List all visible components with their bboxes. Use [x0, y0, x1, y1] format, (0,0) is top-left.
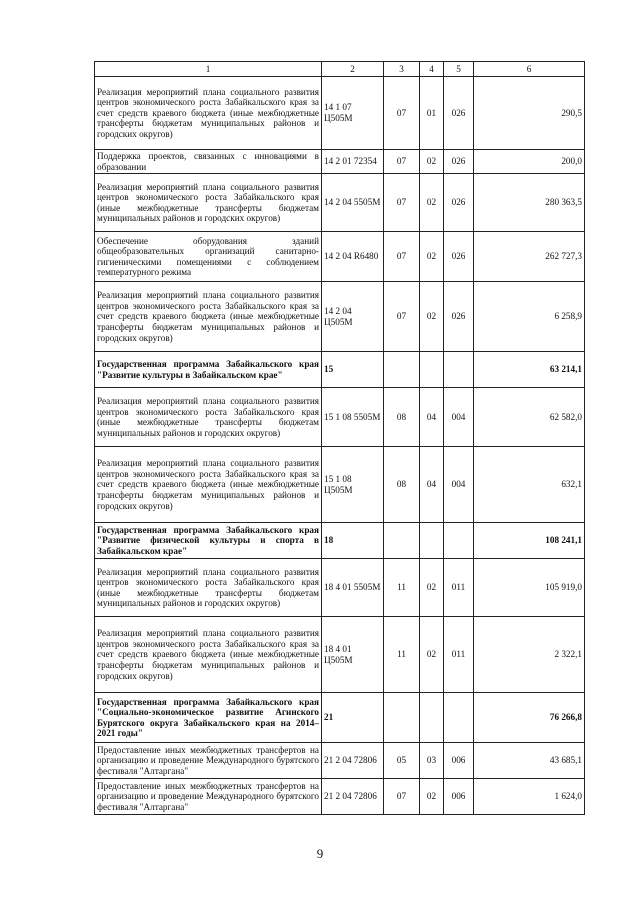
- row-code: 21: [322, 693, 384, 743]
- row-code: 18 4 01 5505М: [322, 559, 384, 617]
- table-row: [95, 352, 585, 388]
- row-subsection: 02: [420, 779, 444, 815]
- row-subsection: 02: [420, 617, 444, 693]
- row-subsection: [420, 523, 444, 559]
- row-type: 026: [444, 232, 474, 282]
- row-type: [444, 693, 474, 743]
- row-subsection: 04: [420, 447, 444, 523]
- row-code: 14 2 04 R6480: [322, 232, 384, 282]
- table-row: [95, 388, 585, 447]
- row-code: 21 2 04 72806: [322, 743, 384, 779]
- table-row: [95, 617, 585, 693]
- row-name: Реализация мероприятий плана социального развития центров экономического роста Забайкальского края (иные межбюджетные трансферты бюджетам муниципальных районов и городских округов): [95, 559, 322, 617]
- row-name: Поддержка проектов, связанных с инновациями в образовании: [95, 150, 322, 174]
- row-subsection: 03: [420, 743, 444, 779]
- row-subsection: [420, 352, 444, 388]
- row-subsection: 02: [420, 150, 444, 174]
- row-amount: 200,0: [474, 150, 585, 174]
- table-row: [95, 77, 585, 150]
- column-header: 4: [420, 62, 444, 77]
- column-header: 5: [444, 62, 474, 77]
- row-type: 011: [444, 559, 474, 617]
- row-subsection: 02: [420, 174, 444, 232]
- row-amount: 43 685,1: [474, 743, 585, 779]
- row-section: 07: [384, 150, 420, 174]
- row-amount: 262 727,3: [474, 232, 585, 282]
- row-code: 15 1 08 Ц505М: [322, 447, 384, 523]
- table-row: [95, 150, 585, 174]
- page-number: 9: [316, 846, 324, 861]
- column-header: 3: [384, 62, 420, 77]
- row-section: 08: [384, 447, 420, 523]
- row-amount: 108 241,1: [474, 523, 585, 559]
- row-subsection: 01: [420, 77, 444, 150]
- table-row: [95, 523, 585, 559]
- row-code: 15: [322, 352, 384, 388]
- row-subsection: 02: [420, 232, 444, 282]
- row-subsection: [420, 693, 444, 743]
- row-amount: 6 258,9: [474, 282, 585, 352]
- row-amount: 105 919,0: [474, 559, 585, 617]
- table-row: [95, 559, 585, 617]
- row-code: 18: [322, 523, 384, 559]
- table-row: [95, 779, 585, 815]
- row-section: 07: [384, 282, 420, 352]
- row-section: 07: [384, 77, 420, 150]
- row-section: 11: [384, 559, 420, 617]
- row-amount: 1 624,0: [474, 779, 585, 815]
- row-amount: 2 322,1: [474, 617, 585, 693]
- column-header: 2: [322, 62, 384, 77]
- row-subsection: 02: [420, 559, 444, 617]
- budget-table: [94, 61, 585, 815]
- row-amount: 290,5: [474, 77, 585, 150]
- row-name: Реализация мероприятий плана социального развития центров экономического роста Забайкальского края за счет средств краевого бюджета (иные межбюджетные трансферты бюджетам муниципальных районов и городских округов): [95, 447, 322, 523]
- table-row: [95, 743, 585, 779]
- row-section: [384, 523, 420, 559]
- row-type: 011: [444, 617, 474, 693]
- table-row: [95, 693, 585, 743]
- row-type: 026: [444, 150, 474, 174]
- row-section: 07: [384, 174, 420, 232]
- row-code: 15 1 08 5505М: [322, 388, 384, 447]
- row-type: [444, 523, 474, 559]
- row-section: 08: [384, 388, 420, 447]
- row-subsection: 04: [420, 388, 444, 447]
- row-amount: 280 363,5: [474, 174, 585, 232]
- row-section: 07: [384, 779, 420, 815]
- row-name: Реализация мероприятий плана социального развития центров экономического роста Забайкальского края за счет средств краевого бюджета (иные межбюджетные трансферты бюджетам муниципальных районов и городских округов): [95, 282, 322, 352]
- row-type: 004: [444, 447, 474, 523]
- row-section: 11: [384, 617, 420, 693]
- row-code: 14 1 07 Ц505М: [322, 77, 384, 150]
- row-type: 006: [444, 779, 474, 815]
- row-type: 026: [444, 282, 474, 352]
- row-type: 026: [444, 174, 474, 232]
- row-section: 05: [384, 743, 420, 779]
- column-header: 6: [474, 62, 585, 77]
- row-name: Предоставление иных межбюджетных трансфертов на организацию и проведение Международного бурятского фестиваля "Алтаргана": [95, 779, 322, 815]
- row-amount: 632,1: [474, 447, 585, 523]
- table-row: [95, 282, 585, 352]
- row-name: Реализация мероприятий плана социального развития центров экономического роста Забайкальского края (иные межбюджетные трансферты бюджетам муниципальных районов и городских округов): [95, 174, 322, 232]
- row-code: 21 2 04 72806: [322, 779, 384, 815]
- row-amount: 62 582,0: [474, 388, 585, 447]
- row-code: 14 2 04 Ц505М: [322, 282, 384, 352]
- row-name: Государственная программа Забайкальского края "Развитие культуры в Забайкальском крае": [95, 352, 322, 388]
- row-name: Государственная программа Забайкальского края "Социально-экономическое развитие Агинского Бурятского округа Забайкальского края на 2014–2021 годы": [95, 693, 322, 743]
- row-name: Государственная программа Забайкальского края "Развитие физической культуры и спорта в Забайкальском крае": [95, 523, 322, 559]
- row-subsection: 02: [420, 282, 444, 352]
- row-section: [384, 352, 420, 388]
- row-type: 026: [444, 77, 474, 150]
- row-name: Реализация мероприятий плана социального развития центров экономического роста Забайкальского края за счет средств краевого бюджета (иные межбюджетные трансферты бюджетам муниципальных районов и городских округов): [95, 77, 322, 150]
- row-name: Обеспечение оборудования зданий общеобразовательных организаций санитарно-гигиеническими помещениями с соблюдением температурного режима: [95, 232, 322, 282]
- row-code: 14 2 01 72354: [322, 150, 384, 174]
- row-section: 07: [384, 232, 420, 282]
- row-type: [444, 352, 474, 388]
- row-name: Реализация мероприятий плана социального развития центров экономического роста Забайкальского края за счет средств краевого бюджета (иные межбюджетные трансферты бюджетам муниципальных районов и городских округов): [95, 617, 322, 693]
- row-type: 006: [444, 743, 474, 779]
- column-header: 1: [95, 62, 322, 77]
- row-type: 004: [444, 388, 474, 447]
- table-row: [95, 232, 585, 282]
- row-code: 14 2 04 5505М: [322, 174, 384, 232]
- row-name: Реализация мероприятий плана социального развития центров экономического роста Забайкальского края (иные межбюджетные трансферты бюджетам муниципальных районов и городских округов): [95, 388, 322, 447]
- row-amount: 63 214,1: [474, 352, 585, 388]
- row-code: 18 4 01 Ц505М: [322, 617, 384, 693]
- table-header-row: [95, 62, 585, 77]
- table-row: [95, 447, 585, 523]
- row-name: Предоставление иных межбюджетных трансфертов на организацию и проведение Международного бурятского фестиваля "Алтаргана": [95, 743, 322, 779]
- row-amount: 76 266,8: [474, 693, 585, 743]
- table-row: [95, 174, 585, 232]
- row-section: [384, 693, 420, 743]
